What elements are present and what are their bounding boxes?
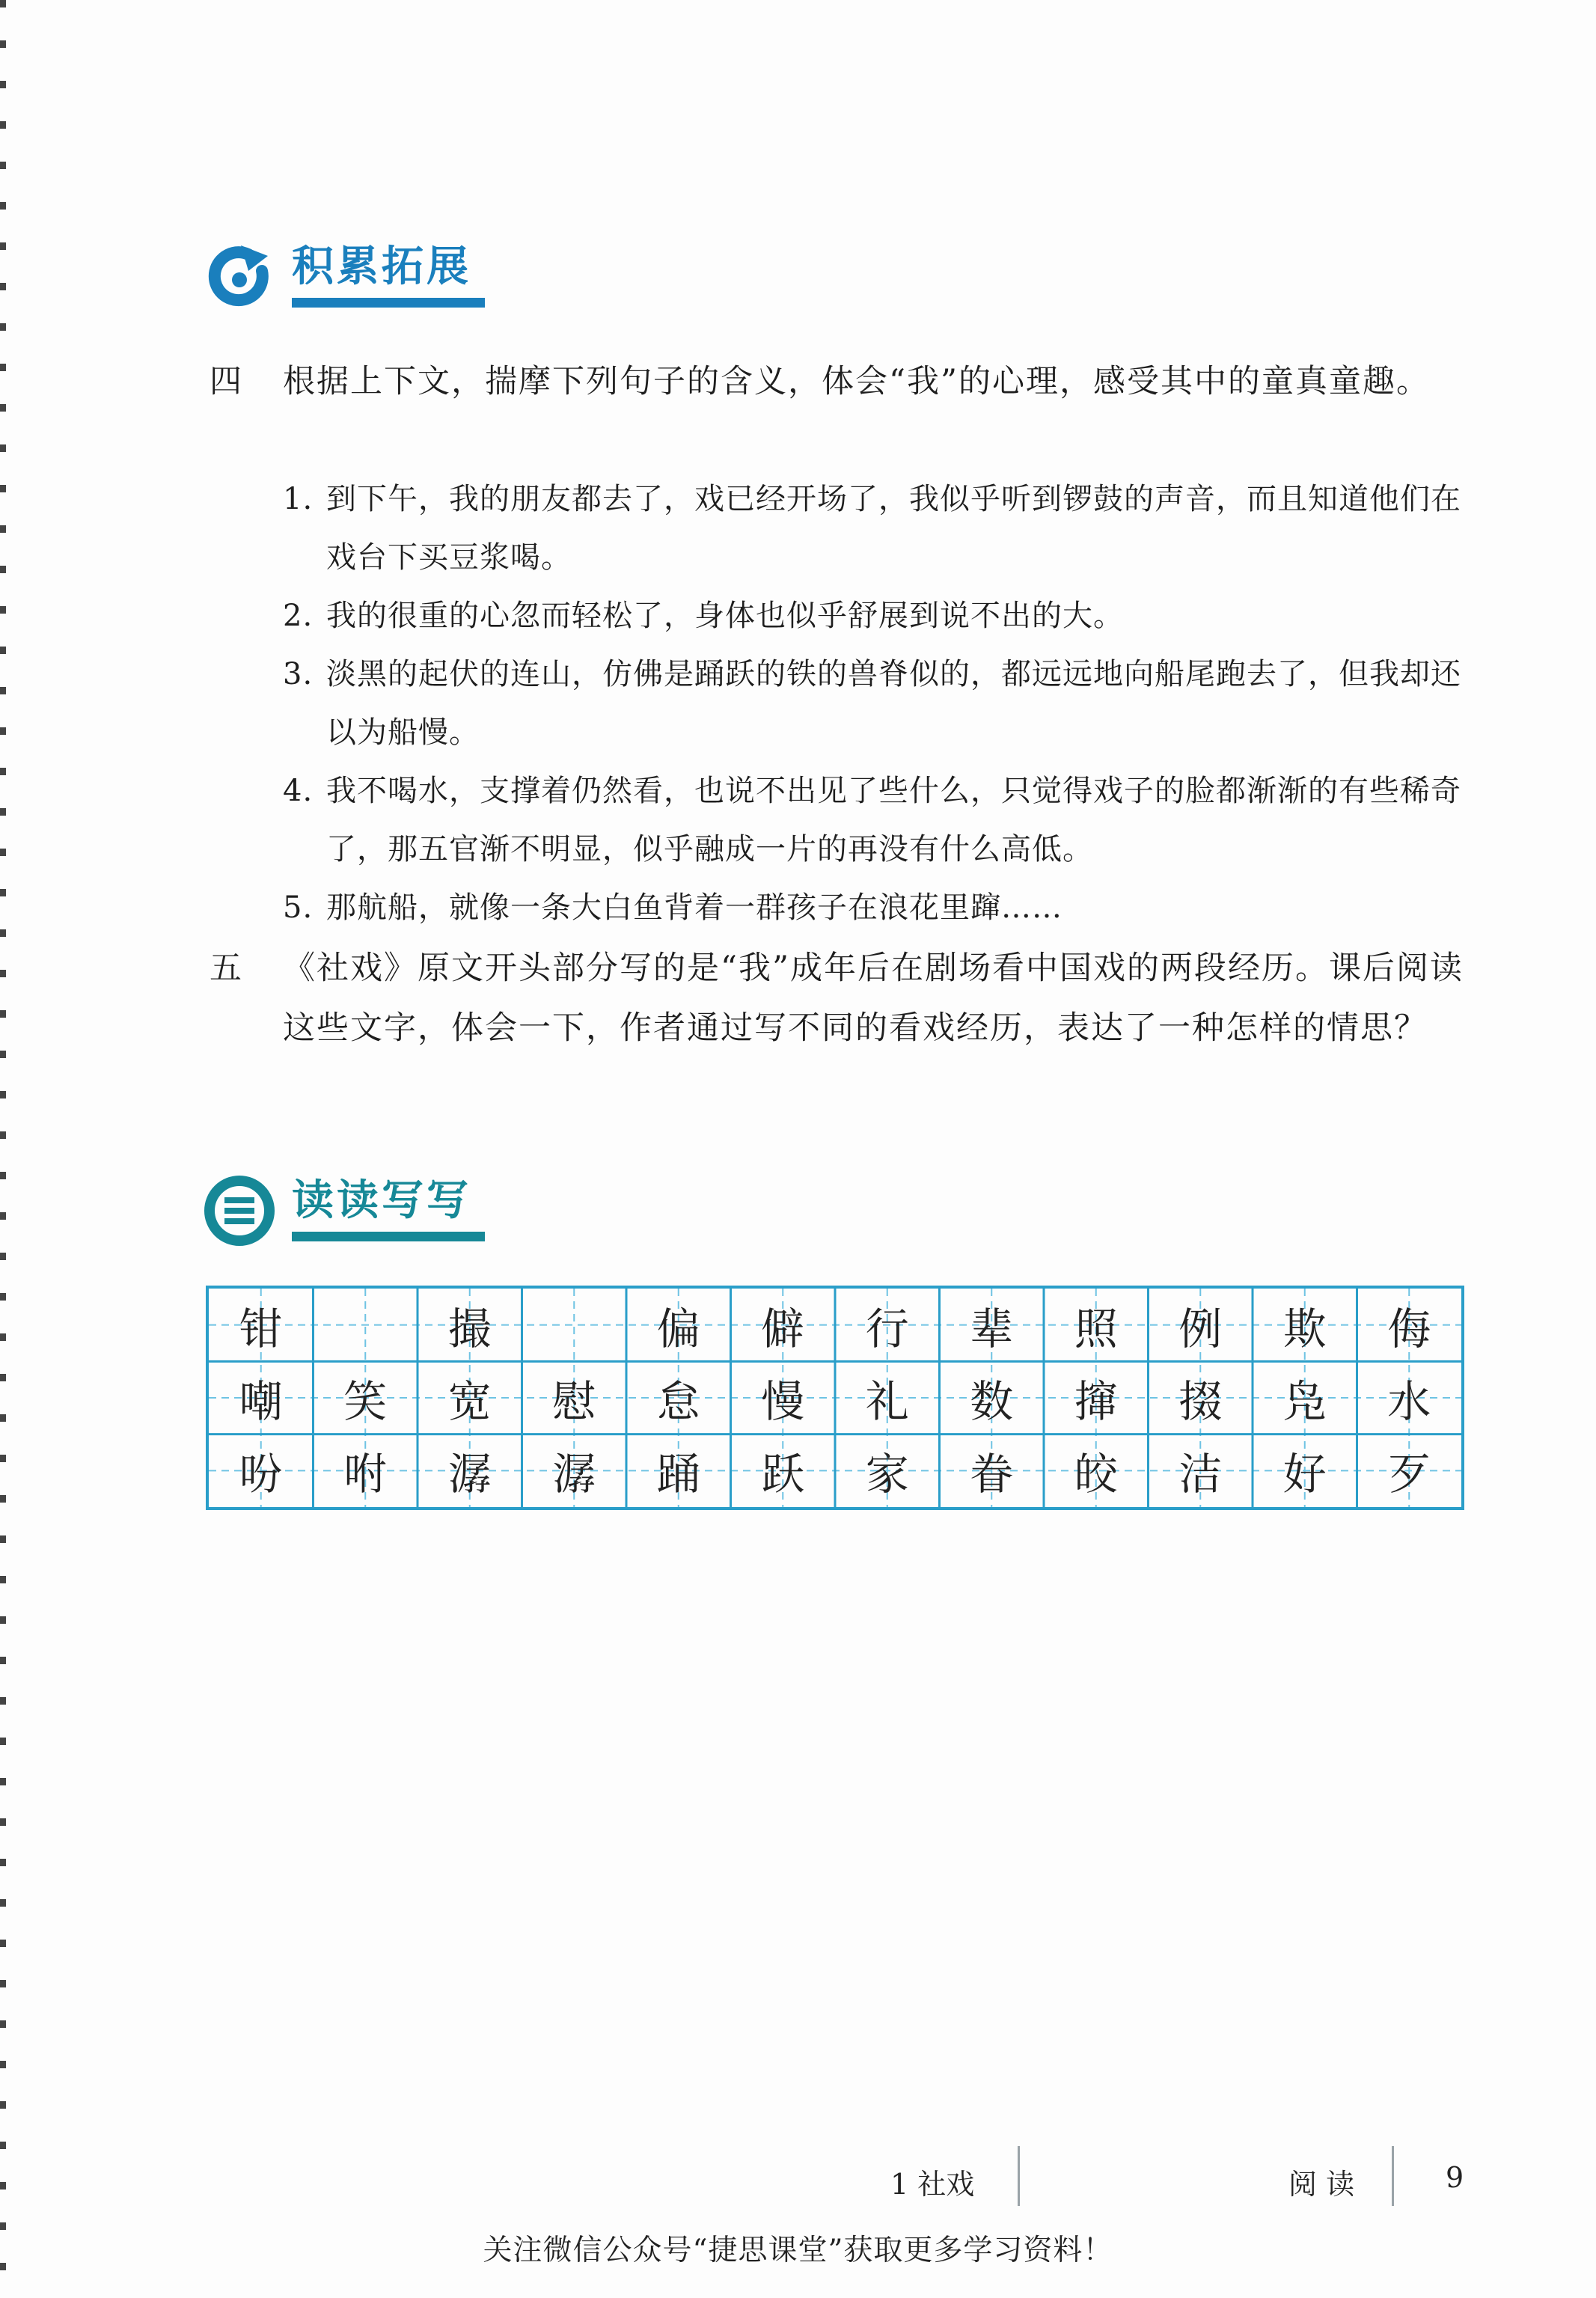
grid-char: 家 <box>865 1449 909 1500</box>
grid-char: 好 <box>1282 1449 1327 1500</box>
grid-char: 嘲 <box>239 1375 283 1427</box>
grid-char: 吩 <box>239 1449 283 1500</box>
title-underline <box>292 298 485 308</box>
grid-char: 怠 <box>656 1375 700 1427</box>
word-grid <box>206 1286 1464 1510</box>
page-number: 9 <box>1446 2161 1464 2194</box>
grid-char: 例 <box>1178 1303 1223 1354</box>
grid-char: 欺 <box>1282 1303 1327 1354</box>
grid-char: 辈 <box>970 1303 1014 1354</box>
grid-char: 潺 <box>552 1449 596 1500</box>
grid-char: 潺 <box>447 1449 492 1500</box>
lesson-label: 1 社戏 <box>890 2168 975 2201</box>
grid-char: 慢 <box>761 1375 805 1427</box>
binding-edge <box>0 0 6 2298</box>
grid-char: 掇 <box>1178 1375 1223 1427</box>
section-header-accumulate <box>204 241 485 313</box>
grid-char: 撮 <box>447 1303 492 1354</box>
section-label: 阅 读 <box>1288 2168 1355 2201</box>
promo-notice: 关注微信公众号“捷思课堂”获取更多学习资料！ <box>483 2234 1113 2267</box>
grid-char: 皎 <box>1074 1449 1118 1500</box>
sentence-list <box>283 470 1467 937</box>
list-circle-icon <box>204 1175 275 1247</box>
grid-char: 钳 <box>239 1303 283 1354</box>
question-text: 根据上下文，揣摩下列句子的含义，体会“我”的心理，感受其中的童真童趣。 <box>283 363 1430 400</box>
grid-char <box>314 1289 418 1361</box>
grid-char: 踊 <box>656 1449 700 1500</box>
question-4 <box>210 352 1467 412</box>
list-item: 4. 我不喝水，支撑着仍然看，也说不出见了些什么，只觉得戏子的脸都渐渐的有些稀奇了，那五官渐不明显，似乎融成一片的再没有什么高低。 <box>283 774 1461 867</box>
grid-char: 侮 <box>1387 1303 1431 1354</box>
grid-char: 礼 <box>865 1375 909 1427</box>
grid-char: 数 <box>970 1375 1014 1427</box>
list-item: 5. 那航船，就像一条大白鱼背着一群孩子在浪花里蹿…… <box>283 890 1063 925</box>
grid-char: 偏 <box>656 1303 700 1354</box>
grid-char: 笑 <box>343 1375 388 1427</box>
grid-char: 咐 <box>343 1449 388 1500</box>
section-title: 读读写写 <box>292 1176 471 1225</box>
grid-char: 歹 <box>1387 1449 1431 1500</box>
section-header-readwrite <box>204 1175 485 1247</box>
question-5 <box>210 938 1467 1058</box>
grid-char: 跃 <box>761 1449 805 1500</box>
footer-divider <box>1392 2146 1394 2206</box>
title-underline <box>292 1232 485 1241</box>
section-title: 积累拓展 <box>292 242 471 291</box>
footer-divider <box>1018 2146 1020 2206</box>
grid-char: 宽 <box>447 1375 492 1427</box>
refresh-arrow-icon <box>204 241 275 313</box>
grid-char <box>522 1289 627 1361</box>
question-number: 五 <box>210 950 243 987</box>
grid-char: 慰 <box>552 1375 596 1427</box>
list-item: 1. 到下午，我的朋友都去了，戏已经开场了，我似乎听到锣鼓的声音，而且知道他们在戏台下买豆浆喝。 <box>283 482 1461 575</box>
list-item: 2. 我的很重的心忽而轻松了，身体也似乎舒展到说不出的大。 <box>283 599 1124 633</box>
grid-char: 眷 <box>970 1449 1014 1500</box>
grid-char: 凫 <box>1282 1375 1327 1427</box>
grid-char: 水 <box>1387 1375 1431 1427</box>
question-number: 四 <box>210 363 243 400</box>
grid-char: 僻 <box>761 1303 805 1354</box>
question-text: 《社戏》原文开头部分写的是“我”成年后在剧场看中国戏的两段经历。课后阅读这些文字，体会一下，作者通过写不同的看戏经历，表达了一种怎样的情思？ <box>283 950 1464 1047</box>
grid-char: 行 <box>865 1303 909 1354</box>
grid-char: 撺 <box>1074 1375 1118 1427</box>
list-item: 3. 淡黑的起伏的连山，仿佛是踊跃的铁的兽脊似的，都远远地向船尾跑去了，但我却还以为船慢。 <box>283 657 1461 750</box>
grid-char: 照 <box>1074 1303 1118 1354</box>
grid-char: 洁 <box>1178 1449 1223 1500</box>
